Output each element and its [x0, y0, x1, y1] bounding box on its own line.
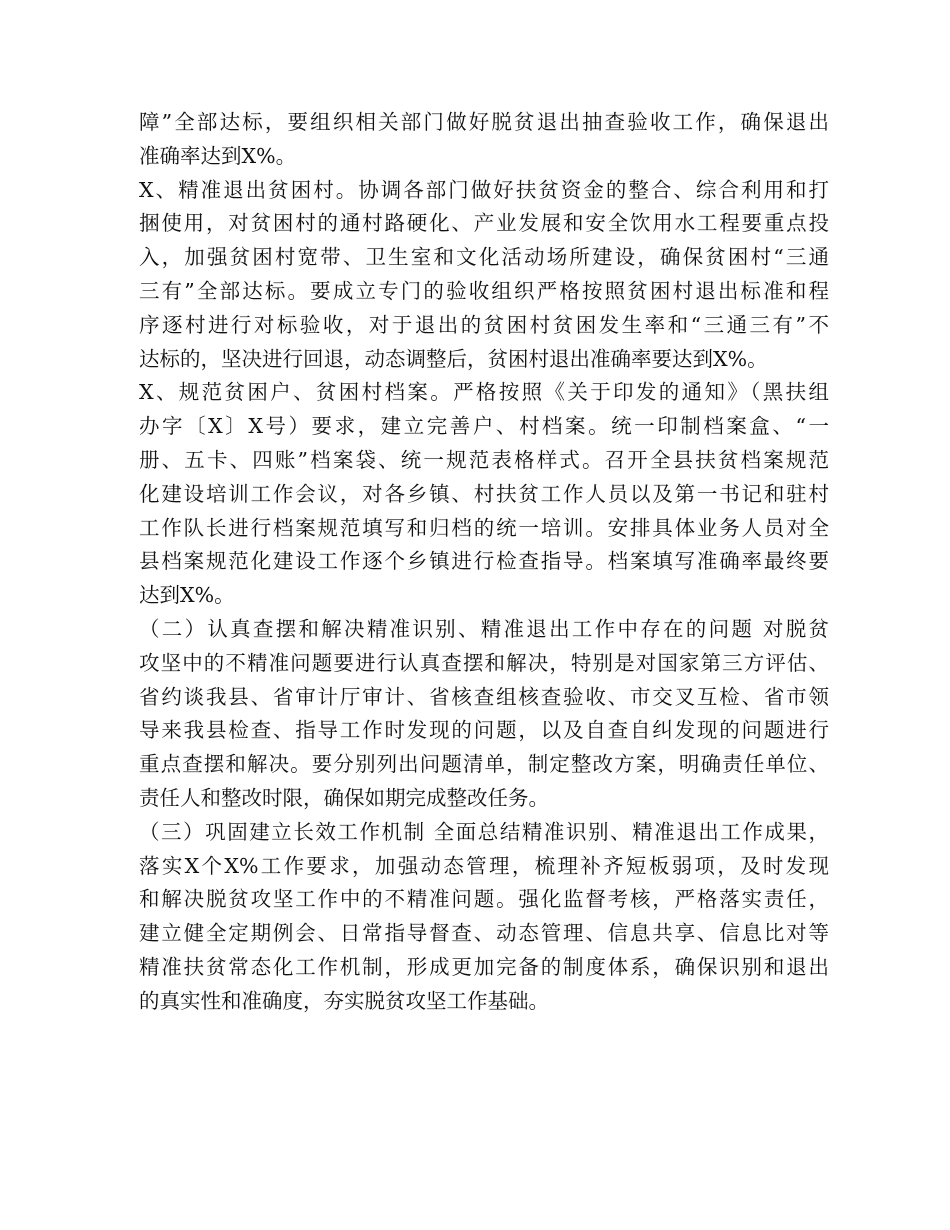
- text-line: 达到X%。: [139, 583, 235, 608]
- text-line: 捆使用，对贫困村的通村路硬化、产业发展和安全饮用水工程要重点投: [139, 211, 829, 236]
- document-body: [139, 106, 829, 1019]
- text-line: 入，加强贫困村宽带、卫生室和文化活动场所建设，确保贫困村“三通: [139, 245, 829, 270]
- text-line: 导来我县检查、指导工作时发现的问题，以及自查自纠发现的问题进行: [139, 718, 829, 743]
- text-line: 准确率达到X%。: [139, 143, 297, 168]
- text-line: 序逐村进行对标验收，对于退出的贫困村贫困发生率和“三通三有”不: [139, 312, 829, 337]
- text-line: 县档案规范化建设工作逐个乡镇进行检查指导。档案填写准确率最终要: [139, 549, 829, 574]
- section-heading-line: （三）巩固建立长效工作机制 全面总结精准识别、精准退出工作成果，: [139, 819, 829, 844]
- text-line: 工作队长进行档案规范填写和归档的统一培训。安排具体业务人员对全: [139, 515, 829, 540]
- text-line: 办字〔X〕X号）要求，建立完善户、村档案。统一印制档案盒、“一: [139, 414, 829, 439]
- text-line: 达标的，坚决进行回退，动态调整后，贫困村退出准确率要达到X%。: [139, 346, 768, 371]
- text-line: 和解决脱贫攻坚工作中的不精准问题。强化监督考核，严格落实责任，: [139, 887, 829, 912]
- text-line: 化建设培训工作会议，对各乡镇、村扶贫工作人员以及第一书记和驻村: [139, 481, 829, 506]
- text-line: 障”全部达标，要组织相关部门做好脱贫退出抽查验收工作，确保退出: [139, 110, 829, 134]
- text-line: 建立健全定期例会、日常指导督查、动态管理、信息共享、信息比对等: [139, 921, 829, 946]
- text-line: X、规范贫困户、贫困村档案。严格按照《关于印发的通知》（黑扶组: [139, 380, 829, 405]
- section-heading-line: （二）认真查摆和解决精准识别、精准退出工作中存在的问题 对脱贫: [139, 616, 829, 641]
- text-line: 省约谈我县、省审计厅审计、省核查组核查验收、市交叉互检、省市领: [139, 684, 829, 709]
- text-line: 重点查摆和解决。要分别列出问题清单，制定整改方案，明确责任单位、: [139, 752, 829, 777]
- text-line: 攻坚中的不精准问题要进行认真查摆和解决，特别是对国家第三方评估、: [139, 650, 829, 675]
- text-line: 三有”全部达标。要成立专门的验收组织严格按照贫困村退出标准和程: [139, 278, 829, 303]
- text-line: 的真实性和准确度，夯实脱贫攻坚工作基础。: [139, 988, 549, 1013]
- text-line: 精准扶贫常态化工作机制，形成更加完备的制度体系，确保识别和退出: [139, 954, 829, 979]
- text-line: X、精准退出贫困村。协调各部门做好扶贫资金的整合、综合利用和打: [139, 177, 829, 202]
- text-line: 责任人和整改时限，确保如期完成整改任务。: [139, 785, 549, 810]
- text-line: 落实X个X%工作要求，加强动态管理，梳理补齐短板弱项，及时发现: [139, 853, 829, 878]
- text-line: 册、五卡、四账”档案袋、统一规范表格样式。召开全县扶贫档案规范: [139, 447, 829, 472]
